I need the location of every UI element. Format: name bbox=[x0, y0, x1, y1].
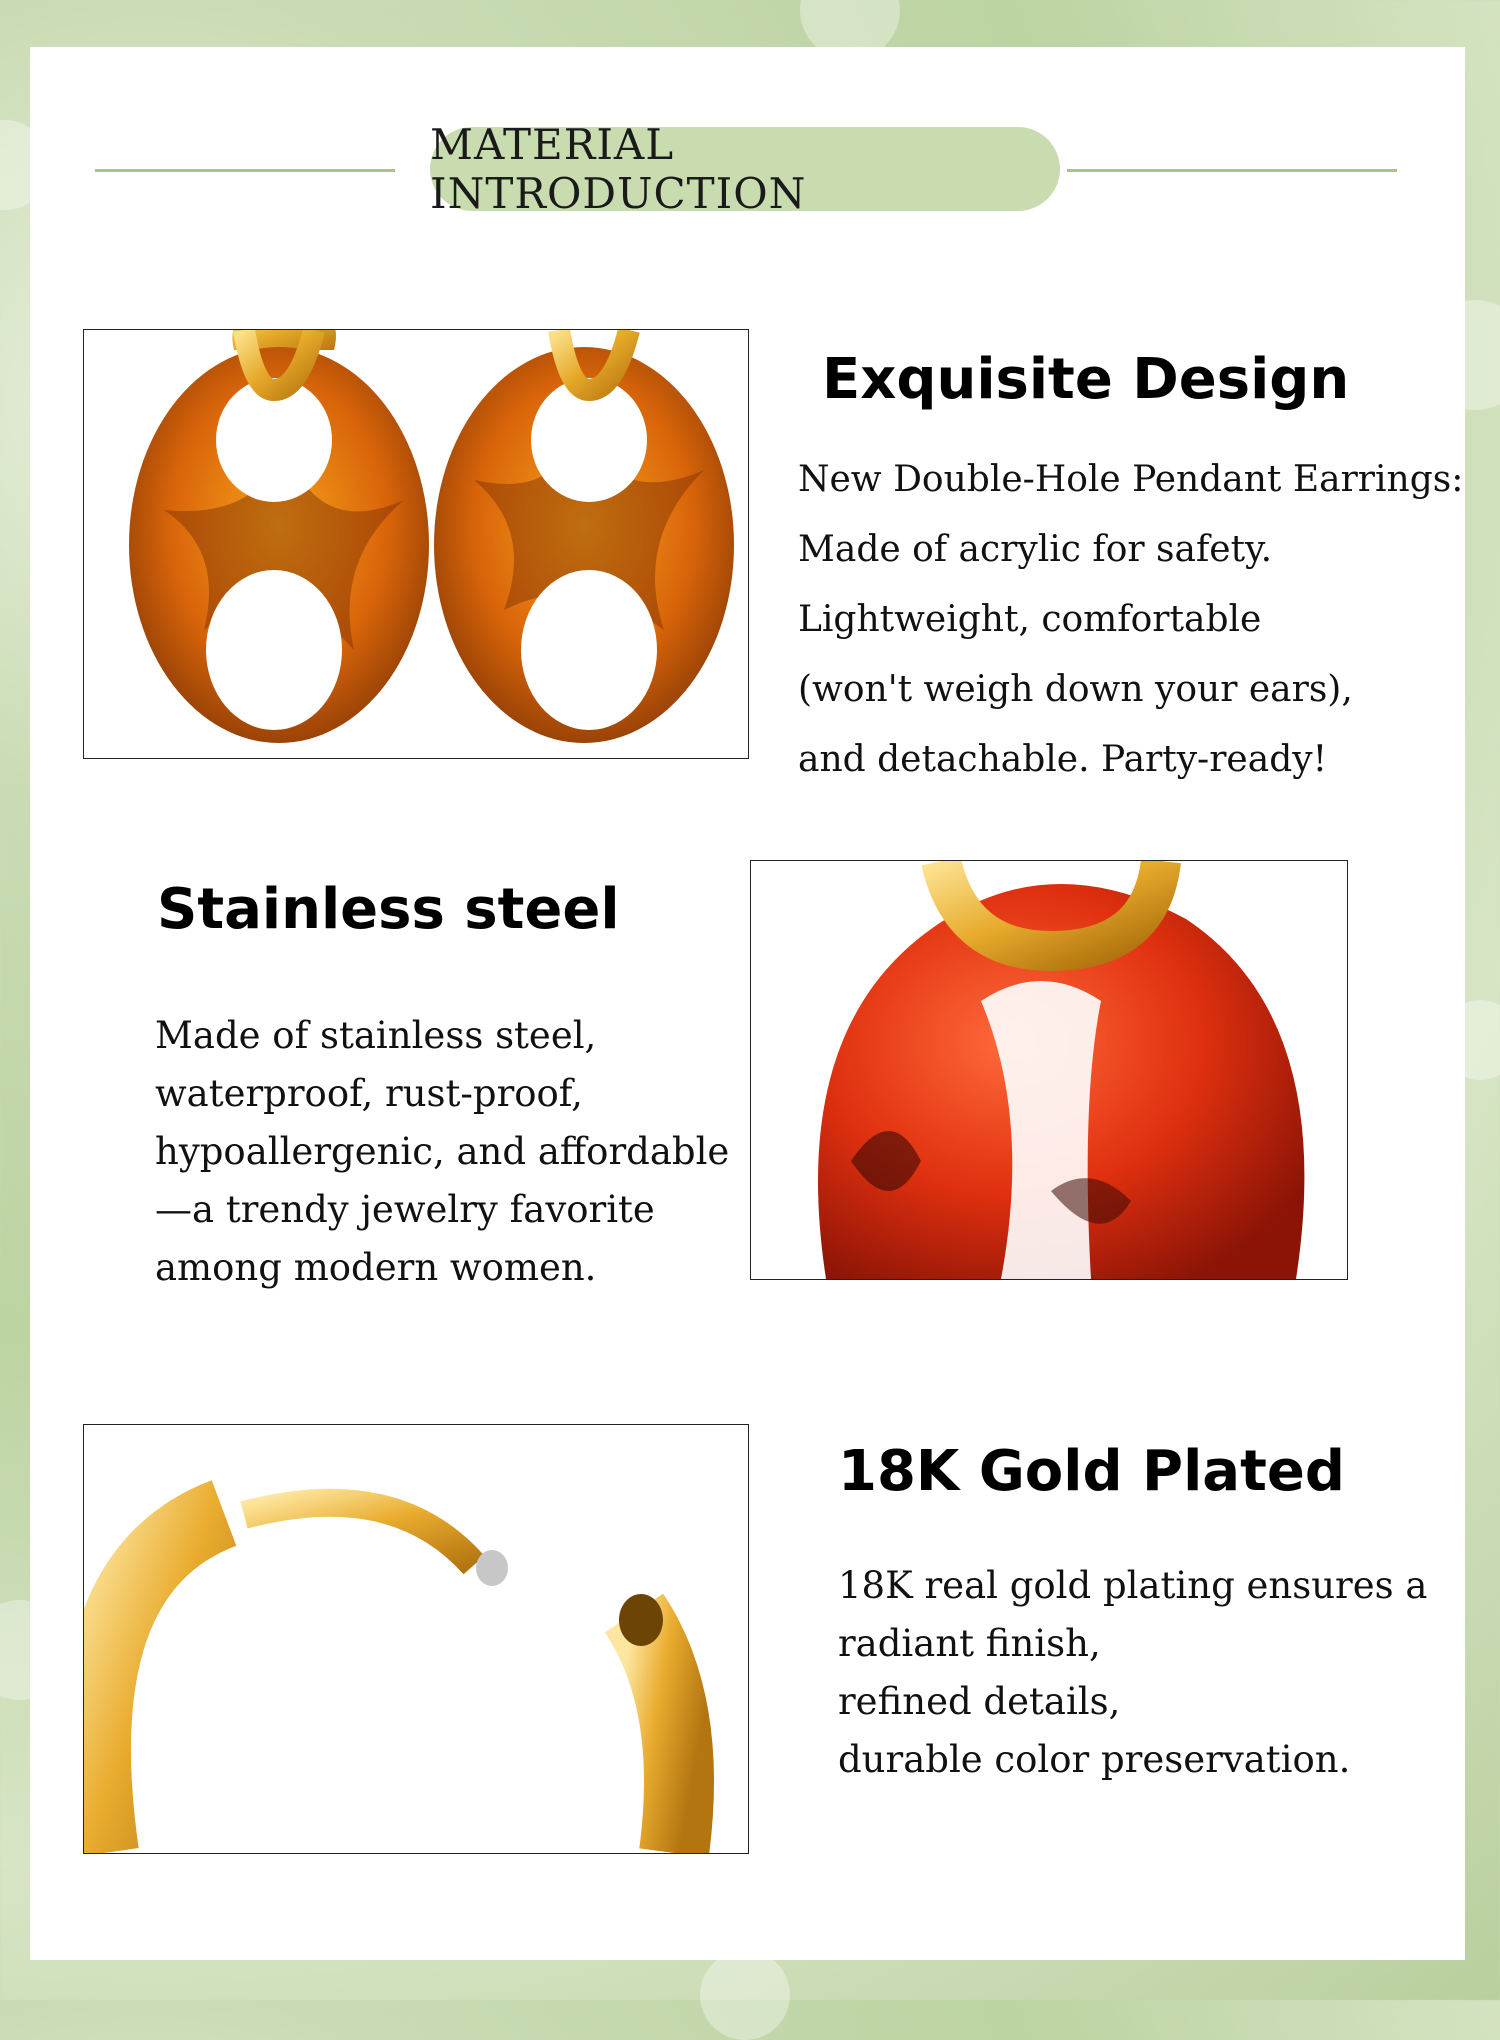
amber-earrings-photo-icon bbox=[83, 329, 749, 759]
description-line: New Double-Hole Pendant Earrings: bbox=[798, 459, 1464, 500]
gold-plated-heading: 18K Gold Plated bbox=[838, 1439, 1345, 1504]
description-line: Made of stainless steel, bbox=[155, 1014, 597, 1057]
stainless-steel-description bbox=[155, 1007, 729, 1297]
gold-hoop-closeup-photo-icon bbox=[83, 1424, 749, 1854]
gold-plated-description bbox=[838, 1557, 1427, 1789]
description-line: refined details, bbox=[838, 1680, 1121, 1723]
red-pendant-closeup-photo-icon bbox=[750, 860, 1348, 1280]
description-line: 18K real gold plating ensures a bbox=[838, 1564, 1428, 1607]
description-line: waterproof, rust-proof, bbox=[155, 1072, 583, 1115]
description-line: and detachable. Party-ready! bbox=[798, 739, 1328, 780]
description-line: (won't weigh down your ears), bbox=[798, 669, 1353, 710]
bokeh-decoration bbox=[700, 1950, 790, 2040]
exquisite-design-description bbox=[798, 445, 1463, 795]
description-line: hypoallergenic, and affordable bbox=[155, 1130, 730, 1173]
description-line: among modern women. bbox=[155, 1246, 597, 1289]
description-line: Made of acrylic for safety. bbox=[798, 529, 1273, 570]
description-line: durable color preservation. bbox=[838, 1738, 1351, 1781]
stainless-steel-heading: Stainless steel bbox=[157, 877, 620, 942]
description-line: radiant finish, bbox=[838, 1622, 1101, 1665]
description-line: —a trendy jewelry favorite bbox=[155, 1188, 655, 1231]
exquisite-design-heading: Exquisite Design bbox=[822, 347, 1350, 412]
description-line: Lightweight, comfortable bbox=[798, 599, 1262, 640]
section-header bbox=[95, 120, 1397, 218]
content-panel bbox=[30, 47, 1465, 1960]
header-rule-right bbox=[1067, 169, 1397, 172]
header-rule-left bbox=[95, 169, 395, 172]
header-title: MATERIAL INTRODUCTION bbox=[430, 127, 1060, 211]
